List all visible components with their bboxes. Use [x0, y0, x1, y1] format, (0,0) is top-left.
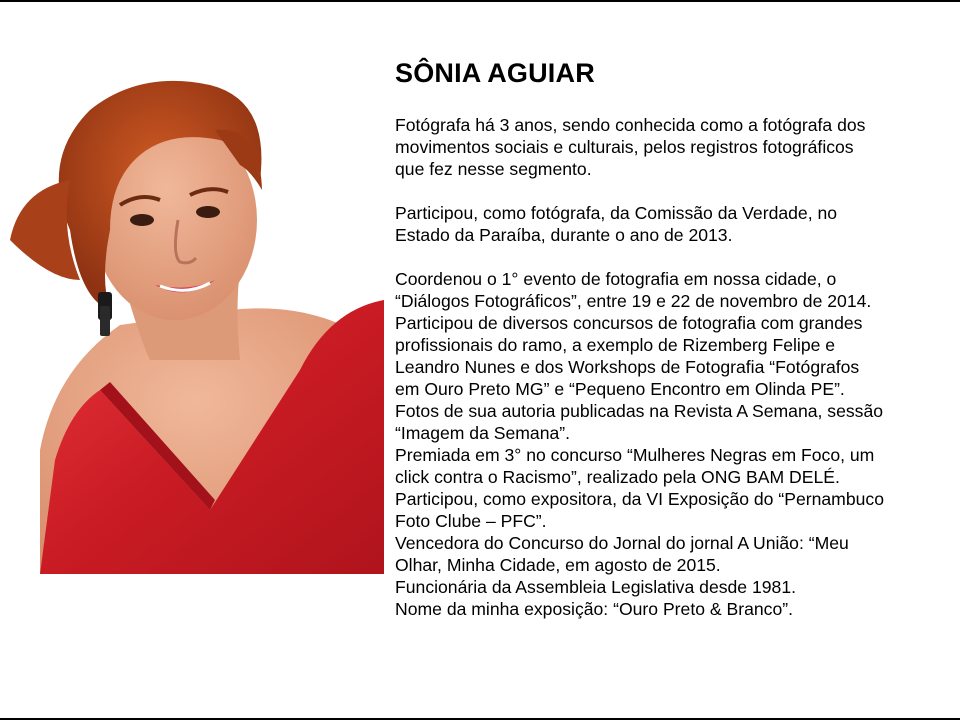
bio-line: Coordenou o 1° evento de fotografia em nossa cidade, o: [395, 269, 837, 289]
paragraph-gap: [395, 180, 957, 202]
bio-line: em Ouro Preto MG” e “Pequeno Encontro em Olinda PE”.: [395, 379, 845, 399]
bio-line: “Imagem da Semana”.: [395, 423, 571, 443]
bio-line: Estado da Paraíba, durante o ano de 2013.: [395, 225, 733, 245]
bio-line: Vencedora do Concurso do Jornal do jornal A União: “Meu: [395, 533, 849, 553]
bio-line: Fotos de sua autoria publicadas na Revista A Semana, sessão: [395, 401, 884, 421]
bio-line: “Diálogos Fotográficos”, entre 19 e 22 de novembro de 2014.: [395, 291, 872, 311]
bio-line: Foto Clube – PFC”.: [395, 511, 547, 531]
paragraph-gap: [395, 246, 957, 268]
bio-line: Participou de diversos concursos de fotografia com grandes: [395, 313, 863, 333]
bio-line: Olhar, Minha Cidade, em agosto de 2015.: [395, 555, 721, 575]
bio-line: Participou, como fotógrafa, da Comissão da Verdade, no: [395, 203, 838, 223]
biography: [395, 114, 957, 620]
bio-line: Premiada em 3° no concurso “Mulheres Negras em Foco, um: [395, 445, 875, 465]
bio-line: Funcionária da Assembleia Legislativa desde 1981.: [395, 577, 797, 597]
bio-line: Nome da minha exposição: “Ouro Preto & Branco”.: [395, 599, 793, 619]
top-border: [0, 0, 960, 2]
bio-line: Leandro Nunes e dos Workshops de Fotografia “Fotógrafos: [395, 357, 860, 377]
bio-line: movimentos sociais e culturais, pelos registros fotográficos: [395, 137, 854, 157]
bio-line: click contra o Racismo”, realizado pela ONG BAM DELÉ.: [395, 467, 840, 487]
bio-line: que fez nesse segmento.: [395, 159, 592, 179]
bio-line: profissionais do ramo, a exemplo de Rizemberg Felipe e: [395, 335, 836, 355]
bio-line: Participou, como expositora, da VI Exposição do “Pernambuco: [395, 489, 884, 509]
bio-line: Fotógrafa há 3 anos, sendo conhecida como a fotógrafa dos: [395, 115, 866, 135]
portrait-photo: [0, 70, 384, 574]
page-title: SÔNIA AGUIAR: [395, 58, 595, 88]
